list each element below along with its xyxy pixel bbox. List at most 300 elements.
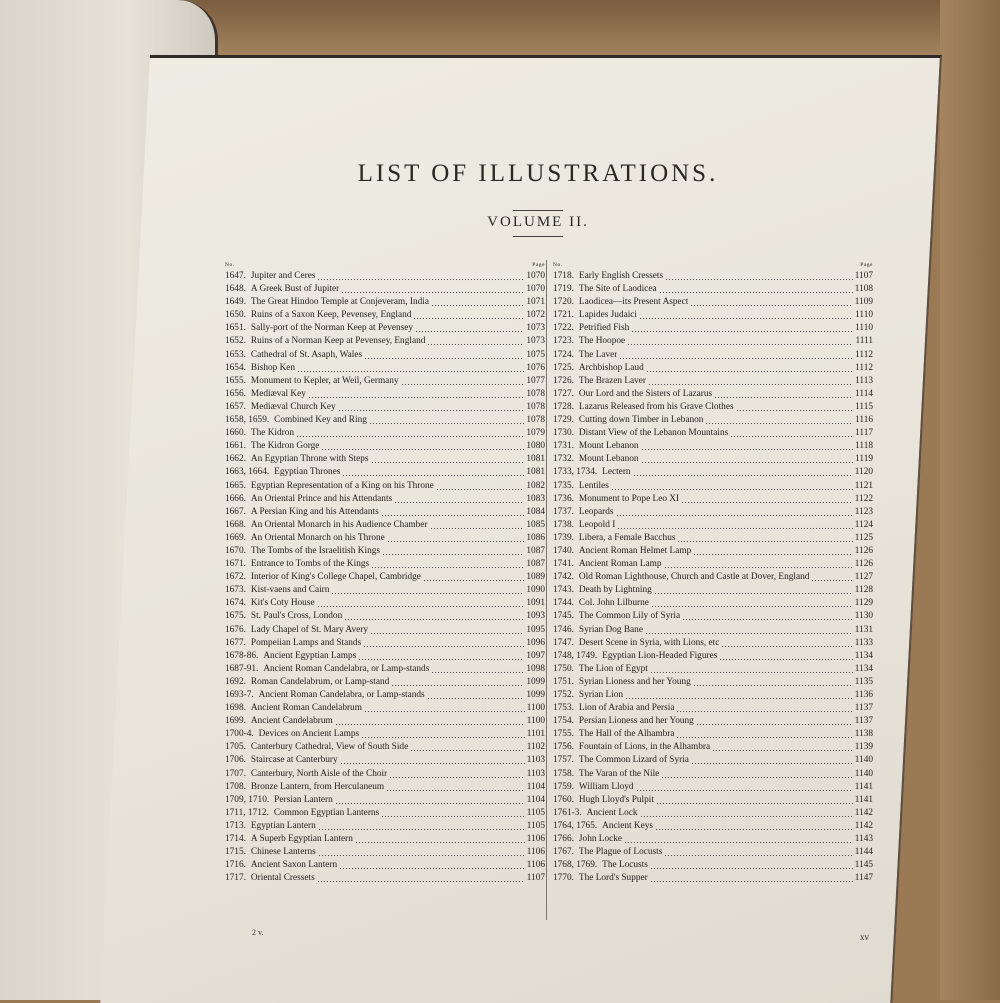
leader-dots [645,624,853,637]
entry-number: 1705. [225,742,246,753]
leader-dots [650,859,853,872]
leader-dots [719,650,852,663]
entry-title: Old Roman Lighthouse, Church and Castle at Dover, England [578,572,810,583]
list-item [553,728,873,741]
entry-page: 1141 [854,794,873,805]
leader-dots [651,597,853,610]
list-item [553,754,873,767]
list-item [225,545,545,558]
entry-number: 1757. [553,755,574,766]
entry-title: Lentiles [578,480,609,491]
leader-dots [693,545,853,558]
entry-page: 1118 [855,441,873,452]
leader-dots [656,794,853,807]
entry-number: 1768, 1769. [553,860,598,871]
leader-dots [659,283,853,296]
entry-number: 1723. [553,336,574,347]
entry-title: Petrified Fish [578,323,630,334]
entry-number: 1760. [553,794,574,805]
entry-title: The Kidron [250,428,295,439]
entry-title: The Common Lizard of Syria [578,755,689,766]
entry-page: 1114 [855,388,873,399]
list-item [553,493,873,506]
entry-title: Persian Lioness and her Young [578,716,694,727]
leader-dots [664,846,852,859]
entry-page: 1091 [526,598,545,609]
entry-page: 1141 [854,781,873,792]
leader-dots [431,663,524,676]
leader-dots [730,427,853,440]
leader-dots [381,506,525,519]
list-item [553,519,873,532]
entry-title: Devices on Ancient Lamps [258,729,360,740]
entry-title: Monument to Pope Leo XI [578,493,680,504]
entry-title: Early English Cressets [578,271,664,281]
entry-title: Ruins of a Saxon Keep, Pevensey, England [250,310,412,321]
entry-number: 1744. [553,598,574,609]
entry-page: 1084 [526,506,545,517]
entry-number: 1675. [225,611,246,622]
entry-number: 1750. [553,663,574,674]
entry-title: Ancient Lock [586,807,638,818]
entry-number: 1698. [225,703,246,714]
leader-dots [625,689,853,702]
leader-dots [391,676,524,689]
entry-page: 1080 [526,441,545,452]
entry-number: 1766. [553,834,574,845]
entry-page: 1098 [526,663,545,674]
list-item [553,545,873,558]
entry-title: Hugh Lloyd's Pulpit [578,794,654,805]
list-item [553,872,873,885]
entry-title: The Lion of Egypt [578,663,648,674]
list-item [225,466,545,479]
entry-number: 1676. [225,624,246,635]
entry-page: 1119 [855,454,873,465]
entry-title: Combined Key and Ring [274,415,367,426]
entry-title: Ancient Roman Candelabra, or Lamp-stands [258,690,425,700]
leader-dots [646,362,853,375]
entry-title: Chinese Lanterns [250,847,316,858]
entry-number: 1647. [225,271,246,281]
list-item [225,349,545,362]
entry-title: Cathedral of St. Asaph, Wales [250,349,363,360]
list-item [225,296,545,309]
list-item [225,440,545,453]
entry-page: 1131 [854,624,873,635]
list-item [553,309,873,322]
leader-dots [321,440,524,453]
entry-title: The Hoopoe [578,336,626,347]
entry-title: Mount Lebanon [578,441,639,452]
entry-number: 1738. [553,519,574,530]
leader-dots [648,375,853,388]
leader-dots [677,532,852,545]
entry-number: 1724. [553,349,574,360]
entry-title: Interior of King's College Chapel, Cambridge [250,572,421,583]
page-content [180,60,880,1000]
list-item [225,872,545,885]
entry-title: Death by Lightning [578,585,652,596]
leader-dots [661,768,852,781]
list-item [225,768,545,781]
entry-title: Ancient Roman Candelabrum [250,703,362,714]
list-item [553,676,873,689]
leader-dots [693,676,853,689]
entry-page: 1126 [854,545,873,556]
leader-dots [339,859,525,872]
entry-page: 1071 [526,297,545,308]
leader-dots [387,532,525,545]
entry-number: 1677. [225,637,246,648]
list-item [553,741,873,754]
list-item [553,453,873,466]
leader-dots [655,820,853,833]
entry-number: 1656. [225,388,246,399]
list-item [553,820,873,833]
list-item [225,558,545,571]
leader-dots [616,506,853,519]
list-item [225,584,545,597]
entry-page: 1125 [854,532,873,543]
list-item [225,493,545,506]
entry-page: 1070 [526,284,545,295]
entry-page: 1102 [526,742,545,753]
list-item [553,558,873,571]
entry-number: 1693-7. [225,690,254,700]
entry-page: 1078 [526,415,545,426]
entry-title: Lion of Arabia and Persia [578,703,675,714]
entry-number: 1715. [225,847,246,858]
list-item [225,322,545,335]
entry-title: Ancient Roman Helmet Lamp [578,545,692,556]
entry-page: 1107 [526,873,545,884]
leader-dots [335,794,525,807]
entry-number: 1767. [553,847,574,858]
entry-page: 1128 [854,585,873,596]
entry-title: Desert Scene in Syria, with Lions, etc [578,637,720,648]
entry-title: An Oriental Prince and his Attendants [250,493,393,504]
entry-number: 1722. [553,323,574,334]
entry-number: 1731. [553,441,574,452]
entry-page: 1081 [526,467,545,478]
list-item [225,702,545,715]
entry-title: Egyptian Lantern [250,820,316,831]
leader-dots [381,807,525,820]
entry-title: Roman Candelabrum, or Lamp-stand [250,676,390,687]
list-item [553,859,873,872]
entry-page: 1070 [526,271,545,281]
entry-title: Egyptian Thrones [274,467,341,478]
entry-number: 1721. [553,310,574,321]
entry-number: 1706. [225,755,246,766]
leader-dots [617,519,852,532]
entry-number: 1692. [225,676,246,687]
entry-title: Sally-port of the Norman Keep at Pevensey [250,323,414,334]
entry-number: 1667. [225,506,246,517]
entry-title: An Egyptian Throne with Steps [250,454,369,465]
entry-number: 1729. [553,415,574,426]
entry-number: 1725. [553,362,574,373]
entry-page: 1081 [526,454,545,465]
entry-title: Lady Chapel of St. Mary Avery [250,624,368,635]
entry-number: 1649. [225,297,246,308]
entry-number: 1745. [553,611,574,622]
entry-title: The Varan of the Nile [578,768,660,779]
list-item [225,807,545,820]
entry-title: The Brazen Laver [578,375,647,386]
list-item [225,754,545,767]
entry-page: 1122 [854,493,873,504]
entry-title: The Common Lily of Syria [578,611,681,622]
list-item [553,388,873,401]
entry-page: 1106 [526,834,545,845]
list-item [225,506,545,519]
leader-dots [682,610,853,623]
entry-title: Lazarus Released from his Grave Clothes [578,401,734,412]
entry-page: 1112 [855,362,873,373]
entry-title: A Persian King and his Attendants [250,506,379,517]
entry-title: Canterbury Cathedral, View of South Side [250,742,409,753]
entry-page: 1136 [854,690,873,700]
list-item [553,414,873,427]
entry-title: Bishop Ken [250,362,296,373]
volume-heading: VOLUME II. [487,214,589,230]
entry-number: 1661. [225,441,246,452]
leader-dots [371,453,525,466]
entry-page: 1105 [526,820,545,831]
entry-title: Lectern [602,467,631,478]
list-item [225,362,545,375]
list-item [225,846,545,859]
leader-dots [331,584,524,597]
entry-title: John Locke [578,834,623,845]
entry-page: 1083 [526,493,545,504]
leader-dots [427,689,525,702]
entry-number: 1663, 1664. [225,467,270,478]
column-divider [546,260,547,920]
list-item [225,571,545,584]
right-page-header: Page [860,262,873,268]
list-item [553,689,873,702]
entry-number: 1752. [553,690,574,700]
leader-dots [639,309,853,322]
leader-dots [401,375,525,388]
entry-title: Ancient Saxon Lantern [250,860,338,871]
entry-page: 1137 [854,703,873,714]
entry-page: 1078 [526,401,545,412]
entry-number: 1707. [225,768,246,779]
entry-number: 1699. [225,716,246,727]
entry-title: Leopards [578,506,614,517]
entry-number: 1687-91. [225,663,259,674]
entry-number: 1648. [225,284,246,295]
entry-title: St. Paul's Cross, London [250,611,343,622]
list-item [225,794,545,807]
entry-page: 1077 [526,375,545,386]
list-item [225,427,545,440]
entry-title: Staircase at Canterbury [250,755,338,766]
entry-page: 1140 [854,768,873,779]
entry-number: 1759. [553,781,574,792]
entry-page: 1095 [526,624,545,635]
list-item [225,283,545,296]
entry-number: 1743. [553,585,574,596]
entry-page: 1115 [855,401,873,412]
entry-number: 1660. [225,428,246,439]
entry-number: 1669. [225,532,246,543]
entry-page: 1100 [526,716,545,727]
leader-dots [811,571,852,584]
entry-title: William Lloyd [578,781,634,792]
entry-page: 1111 [855,336,873,347]
leader-dots [430,519,525,532]
entry-number: 1742. [553,572,574,583]
entry-number: 1670. [225,545,246,556]
entry-page: 1104 [526,781,545,792]
entry-page: 1107 [854,271,873,281]
entry-title: Oriental Cressets [250,873,315,884]
entry-page: 1121 [854,480,873,491]
list-item [553,794,873,807]
signature-mark: 2 v. [252,928,264,937]
list-item [553,401,873,414]
entry-number: 1671. [225,559,246,570]
leader-dots [627,335,853,348]
entry-page: 1112 [855,349,873,360]
entry-number: 1728. [553,401,574,412]
entry-number: 1720. [553,297,574,308]
entry-number: 1714. [225,834,246,845]
entry-page: 1134 [854,663,873,674]
entry-title: Egyptian Representation of a King on his Throne [250,480,434,491]
leader-dots [423,571,524,584]
entry-title: Monument to Kepler, at Weil, Germany [250,375,399,386]
entry-title: The Plague of Locusts [578,847,663,858]
leader-dots [436,480,525,493]
entry-page: 1087 [526,545,545,556]
list-item [553,715,873,728]
entry-title: Syrian Lioness and her Young [578,676,691,687]
entry-page: 1110 [855,310,873,321]
entry-page: 1079 [526,428,545,439]
entry-number: 1733, 1734. [553,467,598,478]
page-number: xv [860,932,869,942]
entry-number: 1657. [225,401,246,412]
entry-number: 1727. [553,388,574,399]
entry-title: Syrian Lion [578,690,624,700]
leader-dots [736,401,854,414]
entry-page: 1129 [854,598,873,609]
list-item [225,401,545,414]
list-item [225,335,545,348]
entry-page: 1144 [854,847,873,858]
leader-dots [619,349,853,362]
entry-title: Ancient Roman Candelabra, or Lamp-stands [263,663,430,674]
entry-page: 1078 [526,388,545,399]
list-item [225,741,545,754]
list-item [553,466,873,479]
entry-number: 1713. [225,820,246,831]
list-item [553,440,873,453]
box-right-edge [940,0,1000,1000]
entry-page: 1108 [854,284,873,295]
leader-dots [611,480,853,493]
leader-dots [317,872,525,885]
entry-number: 1737. [553,506,574,517]
entry-page: 1138 [854,729,873,740]
entry-number: 1718. [553,271,574,281]
entry-title: Ancient Keys [602,820,654,831]
leader-dots [676,728,852,741]
entry-page: 1145 [854,860,873,871]
entry-title: Ancient Egyptian Lamps [263,650,357,661]
list-item [225,637,545,650]
leader-dots [427,335,524,348]
entry-number: 1755. [553,729,574,740]
entry-title: Syrian Dog Bane [578,624,643,635]
leader-dots [650,663,853,676]
leader-dots [641,453,854,466]
leader-dots [386,781,525,794]
entry-title: Our Lord and the Sisters of Lazarus [578,388,713,399]
entry-title: Common Egyptian Lanterns [273,807,380,818]
page-title: LIST OF ILLUSTRATIONS. [357,160,719,187]
entry-number: 1708. [225,781,246,792]
entry-number: 1658, 1659. [225,415,270,426]
entry-number: 1674. [225,598,246,609]
entry-page: 1142 [854,820,873,831]
leader-dots [664,558,853,571]
entry-number: 1673. [225,585,246,596]
entry-page: 1123 [854,506,873,517]
entry-page: 1087 [526,559,545,570]
entry-page: 1103 [526,755,545,766]
entry-number: 1668. [225,519,246,530]
leader-dots [363,637,524,650]
leader-dots [415,322,524,335]
volume-rule-bottom [513,236,563,237]
entry-page: 1090 [526,585,545,596]
entry-title: Fountain of Lions, in the Alhambra [578,742,711,753]
leader-dots [335,715,525,728]
leader-dots [355,833,525,846]
list-item [225,833,545,846]
entry-title: Egyptian Lion-Headed Figures [602,650,718,661]
entry-number: 1735. [553,480,574,491]
list-item [225,663,545,676]
list-item [553,322,873,335]
entry-page: 1099 [526,690,545,700]
entry-title: The Great Hindoo Temple at Conjeveram, India [250,297,430,308]
right-column-header [553,262,873,270]
leader-dots [361,728,525,741]
entry-number: 1709, 1710. [225,794,270,805]
entry-page: 1105 [526,807,545,818]
entry-number: 1716. [225,860,246,871]
entry-number: 1748, 1749. [553,650,598,661]
entry-number: 1740. [553,545,574,556]
entry-title: Canterbury, North Aisle of the Choir [250,768,388,779]
entry-title: Cutting down Timber in Lebanon [578,415,704,426]
left-column-header [225,262,545,270]
leader-dots [318,846,525,859]
entry-title: Persian Lantern [274,794,333,805]
entry-number: 1751. [553,676,574,687]
leader-dots [370,624,524,637]
entry-number: 1732. [553,454,574,465]
entry-page: 1104 [526,794,545,805]
